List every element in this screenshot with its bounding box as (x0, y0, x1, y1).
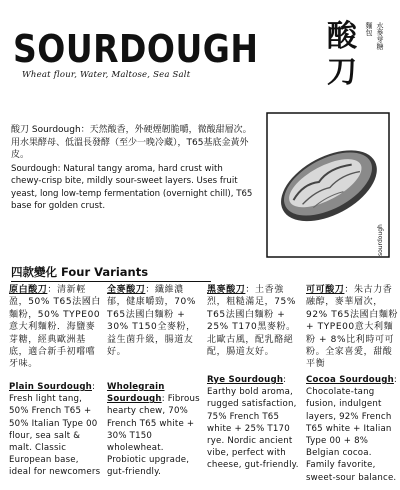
brand-logo (326, 20, 386, 98)
variant-zh-plain: 原白酸刀：清新輕盈，50% T65法國白麵粉，50% TYPE00 意大利麵粉．海鹽麥芽糖，經典歐洲基底，適合新手初嚐嚐牙味。 (9, 285, 102, 370)
intro-chinese: 酸刀 Sourdough：天然酸香，外硬煙韌脆嚼，微酸甜層次。用水果酵母、低溫長發酵（至少一晚冷藏），T65基底金黃外皮。 (11, 125, 252, 160)
variant-zh-rye: 黑麥酸刀：土香強烈，粗糙滿足，75% T65法國白麵粉 + 25% T170黑麥粉。北歐古風，配乳酪絕配，腸道友好。 (207, 285, 297, 358)
variant-zh-wholegrain: 全麥酸刀：纖維濃郁，健康嚼勁，70% T65法國白麵粉 + 30% T150全麥粉，益生菌升級，腸道友好。 (107, 285, 197, 358)
side-label-text (377, 224, 384, 256)
variant-en-wholegrain: Wholegrain Sourdough: Fibrous hearty chew, 70% French T65 white + 30% T150 wholewheat. Probiotic upgrade, gut-friendly. (107, 382, 200, 478)
logo-small-col-2: 水麥芽糖 (376, 22, 384, 50)
intro-english: Sourdough: Natural tangy aroma, hard crust with chewy-crisp bite, mildly sour-sweet layers. Uses fruit yeast, long low-temp fermentation (overnight chill), T65 base for golden crust. (11, 164, 253, 211)
logo-small-col-1: 麵包 (365, 22, 373, 36)
logo-big-char-2: 刀 (327, 55, 357, 90)
bread-illustration (266, 112, 390, 258)
svg-text:sourdough: sourdough (377, 224, 384, 256)
variant-zh-cocoa: 可可酸刀：朱古力香融醇，麥華層次，92% T65法國白麵粉 + TYPE00意大利麵粉 + 8%比利時可可粉。全家喜愛，甜酸平衡 (306, 285, 399, 370)
page-title: SOURDOUGH (13, 26, 259, 72)
variant-en-cocoa: Cocoa Sourdough: Chocolate-tang fusion, indulgent layers, 92% French T65 white + Italian Type 00 + 8% Belgian cocoa. Family favorite, sweet-sour balance. (306, 375, 398, 483)
variant-en-rye: Rye Sourdough: Earthy bold aroma, rugged satisfaction, 75% French T65 white + 25% T170 rye. Nordic ancient vibe, perfect with cheese, gut-friendly. (207, 375, 299, 471)
ingredients-subtitle: Wheat flour, Water, Maltose, Sea Salt (22, 70, 191, 80)
variant-en-plain: Plain Sourdough: Fresh light tang, 50% French T65 + 50% Italian Type 00 flour, sea salt & malt. Classic European base, ideal for newcomers (9, 382, 101, 478)
logo-small-text (364, 22, 386, 50)
section-heading: 四款變化 Four Variants (11, 264, 211, 282)
logo-big-char-1: 酸 (327, 19, 357, 54)
